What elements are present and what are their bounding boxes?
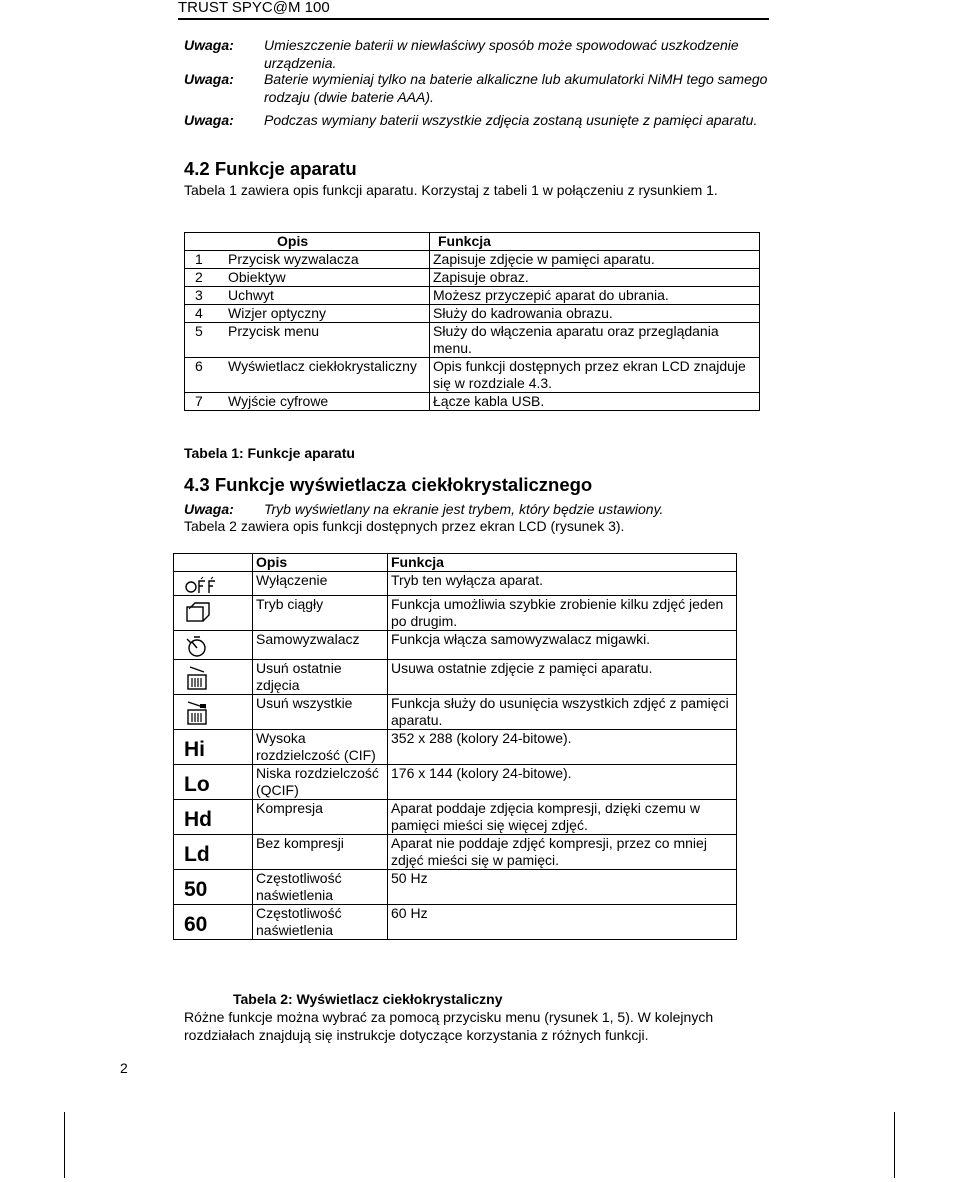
note-text: Baterie wymieniaj tylko na baterie alkaliczne lub akumulatorki NiMH tego samego rodzaju (dwie baterie AAA).	[264, 71, 768, 105]
row-description: Obiektyw	[225, 269, 430, 287]
row-function: Opis funkcji dostępnych przez ekran LCD znajduje się w rozdziale 4.3.	[430, 358, 760, 393]
row-description: Niska rozdzielczość (QCIF)	[253, 765, 388, 800]
row-description: Uchwyt	[225, 287, 430, 305]
row-description: Wizjer optyczny	[225, 305, 430, 323]
row-function: Funkcja służy do usunięcia wszystkich zdjęć z pamięci aparatu.	[388, 695, 737, 730]
lcd-functions-table	[173, 553, 737, 940]
row-function: 176 x 144 (kolory 24-bitowe).	[388, 765, 737, 800]
table-row	[174, 695, 737, 730]
off-icon	[184, 576, 224, 594]
table-row	[174, 730, 737, 765]
row-description: Wyłączenie	[253, 572, 388, 596]
mode-code: 60	[184, 913, 208, 936]
section-4-3-intro: Tabela 2 zawiera opis funkcji dostępnych przez ekran LCD (rysunek 3).	[184, 518, 625, 534]
section-4-3-outro: Różne funkcje można wybrać za pomocą przycisku menu (rysunek 1, 5). W kolejnych rozdziałach znajdują się instrukcje dotyczące korzystania z różnych funkcji.	[184, 1009, 714, 1043]
burst-mode-icon	[184, 600, 214, 626]
row-number: 2	[185, 269, 226, 287]
table-header-row	[174, 554, 737, 572]
row-function: Funkcja umożliwia szybkie zrobienie kilku zdjęć jeden po drugim.	[388, 596, 737, 631]
document-header: TRUST SPYC@M 100	[178, 0, 330, 16]
table-row	[174, 870, 737, 905]
row-function: Aparat nie poddaje zdjęć kompresji, przez co mniej zdjęć mieści się w pamięci.	[388, 835, 737, 870]
table-row	[174, 596, 737, 631]
row-function: 50 Hz	[388, 870, 737, 905]
row-function: Zapisuje zdjęcie w pamięci aparatu.	[430, 251, 760, 269]
mode-code: Ld	[184, 843, 210, 866]
section-4-2-intro: Tabela 1 zawiera opis funkcji aparatu. Korzystaj z tabeli 1 w połączeniu z rysunkiem 1.	[184, 182, 718, 198]
table-row	[174, 800, 737, 835]
row-description: Tryb ciągły	[253, 596, 388, 631]
table-row	[174, 631, 737, 660]
table-row	[185, 323, 760, 358]
row-number: 7	[185, 393, 226, 411]
row-function: Służy do włączenia aparatu oraz przeglądania menu.	[430, 323, 760, 358]
row-number: 6	[185, 358, 226, 393]
table-row	[185, 393, 760, 411]
mode-code: Hd	[184, 808, 212, 831]
section-heading-4-3: 4.3 Funkcje wyświetlacza ciekłokrystalicznego	[184, 474, 593, 495]
note-text: Umieszczenie baterii w niewłaściwy sposób może spowodować uszkodzenie urządzenia.	[264, 37, 739, 71]
crop-mark	[64, 1112, 65, 1178]
row-description: Usuń wszystkie	[253, 695, 388, 730]
row-function: 60 Hz	[388, 905, 737, 940]
table-row	[185, 305, 760, 323]
row-function: Tryb ten wyłącza aparat.	[388, 572, 737, 596]
delete-last-icon	[184, 664, 212, 692]
table-row	[174, 660, 737, 695]
row-function: Służy do kadrowania obrazu.	[430, 305, 760, 323]
note-label: Uwaga:	[184, 71, 234, 87]
row-description: Usuń ostatnie zdjęcia	[253, 660, 388, 695]
note-text: Podczas wymiany baterii wszystkie zdjęcia zostaną usunięte z pamięci aparatu.	[264, 112, 758, 128]
row-description: Częstotliwość naświetlenia	[253, 870, 388, 905]
row-description: Wyjście cyfrowe	[225, 393, 430, 411]
row-function: Aparat poddaje zdjęcia kompresji, dzięki czemu w pamięci mieści się więcej zdjęć.	[388, 800, 737, 835]
mode-code: Hi	[184, 738, 205, 761]
table-row	[174, 572, 737, 596]
mode-code: 50	[184, 878, 208, 901]
header-rule	[178, 18, 769, 20]
row-description: Samowyzwalacz	[253, 631, 388, 660]
table-row	[185, 269, 760, 287]
row-description: Bez kompresji	[253, 835, 388, 870]
row-function: Funkcja włącza samowyzwalacz migawki.	[388, 631, 737, 660]
row-number: 5	[185, 323, 226, 358]
mode-code: Lo	[184, 773, 210, 796]
table-row	[185, 251, 760, 269]
row-description: Wyświetlacz ciekłokrystaliczny	[225, 358, 430, 393]
row-number: 3	[185, 287, 226, 305]
row-function: Łącze kabla USB.	[430, 393, 760, 411]
crop-mark	[894, 1112, 895, 1178]
row-function: Zapisuje obraz.	[430, 269, 760, 287]
column-header-funkcja: Funkcja	[388, 554, 737, 572]
table-row	[185, 287, 760, 305]
table-row	[174, 835, 737, 870]
row-function: 352 x 288 (kolory 24-bitowe).	[388, 730, 737, 765]
column-header-funkcja: Funkcja	[430, 233, 760, 251]
row-number: 4	[185, 305, 226, 323]
table-1-caption: Tabela 1: Funkcje aparatu	[184, 445, 355, 461]
row-number: 1	[185, 251, 226, 269]
note-text: Tryb wyświetlany na ekranie jest trybem, który będzie ustawiony.	[264, 501, 664, 517]
column-header-opis: Opis	[277, 233, 309, 249]
note-label: Uwaga:	[184, 37, 234, 53]
row-description: Wysoka rozdzielczość (CIF)	[253, 730, 388, 765]
table-row	[185, 358, 760, 393]
row-function: Usuwa ostatnie zdjęcie z pamięci aparatu.	[388, 660, 737, 695]
row-description: Przycisk wyzwalacza	[225, 251, 430, 269]
row-description: Częstotliwość naświetlenia	[253, 905, 388, 940]
row-description: Kompresja	[253, 800, 388, 835]
camera-functions-table	[184, 232, 760, 411]
row-description: Przycisk menu	[225, 323, 430, 358]
table-header-row	[185, 233, 760, 251]
table-2-caption: Tabela 2: Wyświetlacz ciekłokrystaliczny	[233, 991, 503, 1007]
table-row	[174, 905, 737, 940]
note-label: Uwaga:	[184, 501, 234, 517]
delete-all-icon	[184, 699, 212, 727]
column-header-opis: Opis	[253, 554, 388, 572]
table-row	[174, 765, 737, 800]
self-timer-icon	[184, 635, 212, 659]
row-function: Możesz przyczepić aparat do ubrania.	[430, 287, 760, 305]
section-heading-4-2: 4.2 Funkcje aparatu	[184, 158, 357, 179]
page-number: 2	[120, 1060, 128, 1076]
note-label: Uwaga:	[184, 112, 234, 128]
